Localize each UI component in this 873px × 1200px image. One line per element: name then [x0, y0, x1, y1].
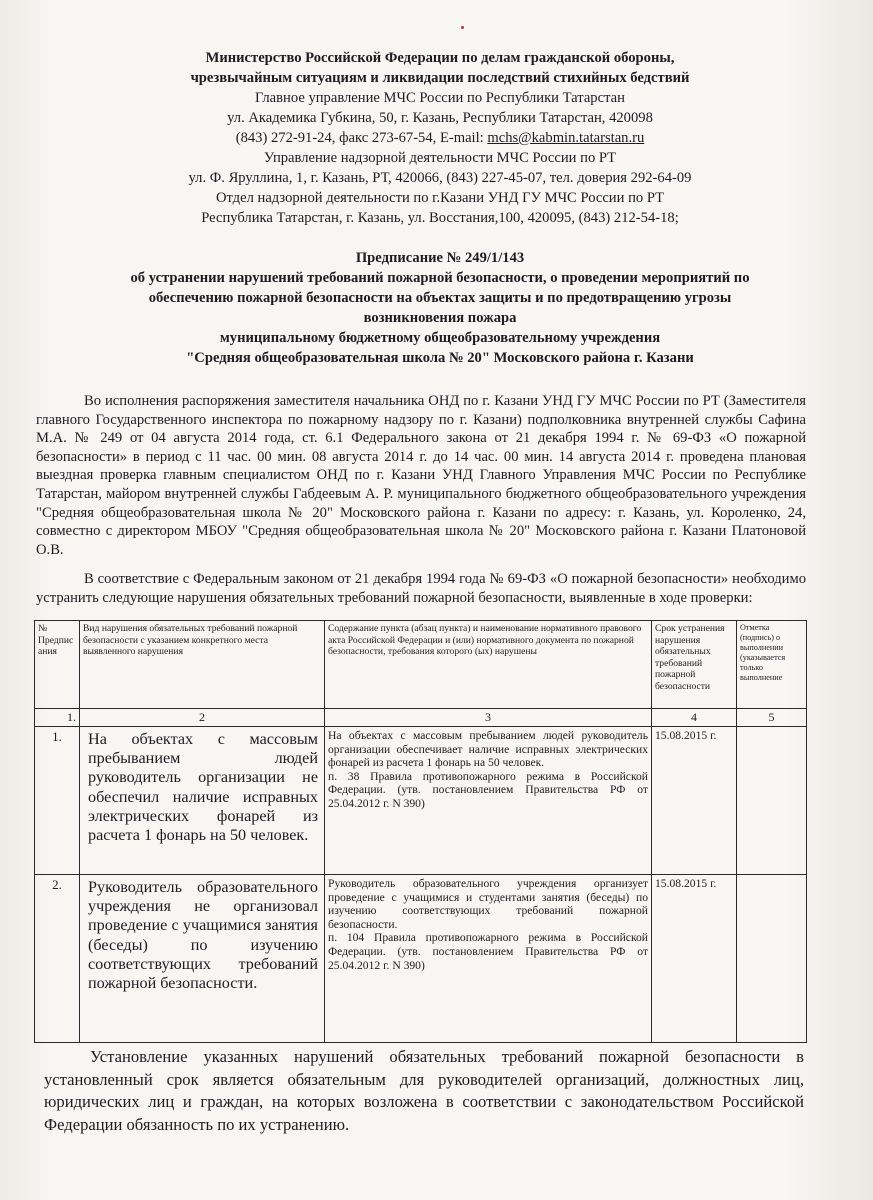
title-line-3: обеспечению пожарной безопасности на объектах защиты и по предотвращению угрозы	[148, 290, 732, 306]
header-mark: Отметка (подпись) о выполнении (указывается только выполнение	[737, 621, 807, 709]
header-deadline: Срок устранения нарушения обязательных требований пожарной безопасности	[652, 621, 737, 709]
supervision-directorate: Управление надзорной деятельности МЧС России по РТ	[263, 150, 617, 166]
main-directorate: Главное управление МЧС России по Республики Татарстан	[255, 90, 625, 106]
phone-fax: (843) 272-91-24, факс 273-67-54, E-mail:	[235, 130, 488, 146]
completion-mark	[737, 875, 807, 1043]
title-line-2: об устранении нарушений требований пожарной безопасности, о проведении мероприятий по	[130, 270, 750, 286]
order-number: Предписание № 249/1/143	[355, 250, 525, 266]
deadline-date: 15.08.2015 г.	[652, 875, 737, 1043]
row-number: 1.	[35, 727, 80, 875]
main-directorate-address: ул. Академика Губкина, 50, г. Казань, Республики Татарстан, 420098	[227, 110, 653, 126]
requirement-cell	[325, 875, 652, 1043]
violation-description: Руководитель образовательного учреждения не организовал проведение с учащимися занятия (беседы) по изучению соответствующих требований пожарной безопасности.	[80, 875, 325, 1043]
ink-dot	[461, 26, 464, 29]
document-title	[40, 248, 840, 368]
title-line-4: возникновения пожара	[363, 310, 517, 326]
closing-paragraph	[44, 1046, 804, 1136]
contact-line	[40, 128, 840, 148]
inspection-paragraph	[36, 392, 806, 559]
column-number-row	[35, 709, 807, 727]
column-number: 2	[80, 709, 325, 727]
letterhead	[40, 48, 840, 228]
email-link[interactable]: mchs@kabmin.tatarstan.ru	[487, 130, 645, 146]
deadline-date: 15.08.2015 г.	[652, 727, 737, 875]
completion-mark	[737, 727, 807, 875]
inspection-text: Во исполнения распоряжения заместителя начальника ОНД по г. Казани УНД ГУ МЧС России по РТ (Заместителя главного Государственного инспектора по пожарному надзору по г. Казани) подполковника внутренней службы Сафина М.А. № 249 от 04 августа 2014 года, ст. 6.1 Федерального закона от 21 декабря 1994 г. № 69-ФЗ «О пожарной безопасности» в период с 11 час. 00 мин. 08 августа 2014 г. до 14 час. 00 мин. 14 августа 2014 г. проведена плановая выездная проверка главным специалистом ОНД по г. Казани УНД Главного Управления МЧС России по Республике Татарстан, майором внутренней службы Габдеевым А. Р. муниципального бюджетного общеобразовательного учреждения "Средняя общеобразовательная школа № 20" Московского района г. Казани по адресу: г. Казань, ул. Короленко, 24, совместно с директором МБОУ "Средняя общеобразовательная школа № 20" Московского района г. Казани Платоновой О.В.	[36, 393, 806, 558]
addressee-line-1: муниципальному бюджетному общеобразовательному учреждения	[219, 330, 661, 346]
legal-reference: п. 104 Правила противопожарного режима в Российской Федерации. (утв. постановлением Правительства РФ от 25.04.2012 г. N 390)	[328, 931, 648, 972]
column-number: 3	[325, 709, 652, 727]
ministry-line-1: Министерство Российской Федерации по делам гражданской обороны,	[205, 50, 675, 66]
legal-reference: п. 38 Правила противопожарного режима в Российской Федерации. (утв. постановлением Правительства РФ от 25.04.2012 г. N 390)	[328, 769, 648, 810]
table-header-row	[35, 621, 807, 709]
table-row	[35, 727, 807, 875]
header-requirement: Содержание пункта (абзац пункта) и наименование нормативного правового акта Российской Федерации и (или) нормативного документа по пожарной безопасности, требования которого (ых) нарушены	[325, 621, 652, 709]
row-number: 2.	[35, 875, 80, 1043]
violation-description: На объектах с массовым пребыванием людей руководитель организации не обеспечил наличие исправных электрических фонарей из расчета 1 фонарь на 50 человек.	[80, 727, 325, 875]
supervision-department-address: Республика Татарстан, г. Казань, ул. Восстания,100, 420095, (843) 212-54-18;	[201, 210, 679, 226]
supervision-department: Отдел надзорной деятельности по г.Казани УНД ГУ МЧС России по РТ	[215, 190, 665, 206]
supervision-directorate-address: ул. Ф. Яруллина, 1, г. Казань, РТ, 420066, (843) 227-45-07, тел. доверия 292-64-09	[188, 170, 692, 186]
requirement-cell	[325, 727, 652, 875]
header-violation: Вид нарушения обязательных требований пожарной безопасности с указанием конкретного места выявленного нарушения	[80, 621, 325, 709]
requirement-text: На объектах с массовым пребыванием людей руководитель организации обеспечивает наличие исправных электрических фонарей из расчета 1 фонарь на 50 человек.	[328, 729, 648, 770]
addressee-line-2: "Средняя общеобразовательная школа № 20" Московского района г. Казани	[186, 350, 694, 366]
violations-table	[34, 620, 807, 1043]
closing-text: Установление указанных нарушений обязательных требований пожарной безопасности в установленный срок является обязательным для руководителей организаций, должностных лиц, юридических лиц и граждан, на которых возложена в соответствии с законодательством Российской Федерации обязанность по их устранению.	[44, 1047, 804, 1134]
requirement-paragraph	[36, 570, 806, 607]
column-number: 1.	[35, 709, 80, 727]
header-number: № Предпис ания	[35, 621, 80, 709]
table-row	[35, 875, 807, 1043]
requirement-text: Руководитель образовательного учреждения организует проведение с учащимися и студентами занятия (беседы) по изучению соответствующих требований пожарной безопасности.	[328, 877, 648, 931]
requirement-text: В соответствие с Федеральным законом от 21 декабря 1994 года № 69-ФЗ «О пожарной безопасности» необходимо устранить следующие нарушения обязательных требований пожарной безопасности, выявленные в ходе проверки:	[36, 571, 806, 606]
column-number: 5	[737, 709, 807, 727]
ministry-line-2: чрезвычайным ситуациям и ликвидации последствий стихийных бедствий	[190, 70, 690, 86]
column-number: 4	[652, 709, 737, 727]
